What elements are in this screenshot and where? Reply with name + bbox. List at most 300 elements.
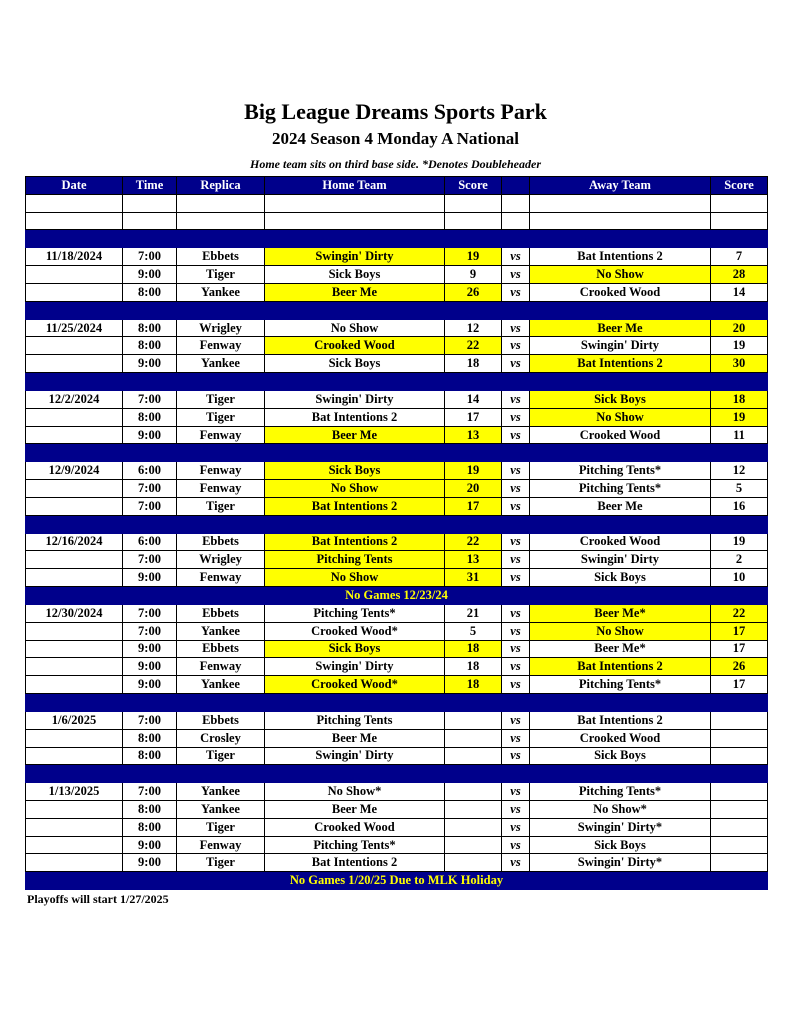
home-score-cell: 14 bbox=[445, 390, 502, 408]
home-team-cell: Swingin' Dirty bbox=[265, 747, 445, 765]
away-score-cell bbox=[711, 818, 768, 836]
away-team-cell: Beer Me bbox=[530, 497, 711, 515]
game-row bbox=[26, 729, 768, 747]
time-cell: 9:00 bbox=[123, 836, 177, 854]
home-team-cell: Pitching Tents bbox=[265, 711, 445, 729]
home-team-cell: No Show bbox=[265, 569, 445, 587]
away-team-cell: Bat Intentions 2 bbox=[530, 355, 711, 373]
away-score-cell: 10 bbox=[711, 569, 768, 587]
replica-cell: Crosley bbox=[177, 729, 265, 747]
week-separator-row bbox=[26, 515, 768, 533]
doubleheader-note: Home team sits on third base side. *Denotes Doubleheader bbox=[250, 157, 541, 171]
game-row bbox=[26, 604, 768, 622]
vs-cell: vs bbox=[502, 426, 530, 444]
replica-cell: Ebbets bbox=[177, 533, 265, 551]
away-score-cell: 16 bbox=[711, 497, 768, 515]
vs-cell: vs bbox=[502, 640, 530, 658]
away-score-cell: 17 bbox=[711, 676, 768, 694]
home-team-cell: Sick Boys bbox=[265, 266, 445, 284]
away-team-cell: Swingin' Dirty* bbox=[530, 818, 711, 836]
away-score-cell: 22 bbox=[711, 604, 768, 622]
home-team-cell: Swingin' Dirty bbox=[265, 248, 445, 266]
date-cell bbox=[26, 818, 123, 836]
away-team-cell: Bat Intentions 2 bbox=[530, 248, 711, 266]
date-cell bbox=[26, 854, 123, 872]
replica-cell: Fenway bbox=[177, 337, 265, 355]
date-cell bbox=[26, 569, 123, 587]
date-cell bbox=[26, 497, 123, 515]
empty-cell bbox=[123, 212, 177, 230]
home-team-cell: Sick Boys bbox=[265, 462, 445, 480]
empty-row bbox=[26, 194, 768, 212]
home-score-cell: 17 bbox=[445, 408, 502, 426]
home-score-cell: 22 bbox=[445, 533, 502, 551]
game-row bbox=[26, 248, 768, 266]
time-cell: 9:00 bbox=[123, 569, 177, 587]
home-score-cell bbox=[445, 729, 502, 747]
page-title: Big League Dreams Sports Park bbox=[244, 99, 547, 124]
away-team-cell: No Show* bbox=[530, 800, 711, 818]
away-team-cell: Pitching Tents* bbox=[530, 783, 711, 801]
time-cell: 6:00 bbox=[123, 462, 177, 480]
away-score-cell: 19 bbox=[711, 408, 768, 426]
away-team-cell: Beer Me* bbox=[530, 640, 711, 658]
time-cell: 9:00 bbox=[123, 640, 177, 658]
replica-cell: Wrigley bbox=[177, 319, 265, 337]
vs-cell: vs bbox=[502, 854, 530, 872]
game-row bbox=[26, 355, 768, 373]
time-cell: 7:00 bbox=[123, 390, 177, 408]
separator-cell bbox=[26, 765, 768, 783]
away-team-cell: Pitching Tents* bbox=[530, 480, 711, 498]
game-row bbox=[26, 854, 768, 872]
game-row bbox=[26, 283, 768, 301]
empty-cell bbox=[530, 212, 711, 230]
separator-cell bbox=[26, 230, 768, 248]
home-team-cell: Beer Me bbox=[265, 800, 445, 818]
date-cell bbox=[26, 729, 123, 747]
home-team-cell: No Show* bbox=[265, 783, 445, 801]
away-score-cell: 14 bbox=[711, 283, 768, 301]
vs-cell: vs bbox=[502, 319, 530, 337]
playoffs-note: Playoffs will start 1/27/2025 bbox=[27, 892, 169, 906]
away-score-cell: 18 bbox=[711, 390, 768, 408]
vs-cell: vs bbox=[502, 355, 530, 373]
date-cell bbox=[26, 551, 123, 569]
empty-cell bbox=[530, 194, 711, 212]
week-separator-row bbox=[26, 230, 768, 248]
vs-cell: vs bbox=[502, 676, 530, 694]
replica-cell: Ebbets bbox=[177, 640, 265, 658]
vs-cell: vs bbox=[502, 747, 530, 765]
home-score-cell bbox=[445, 854, 502, 872]
vs-cell: vs bbox=[502, 283, 530, 301]
home-team-cell: No Show bbox=[265, 480, 445, 498]
away-team-cell: Crooked Wood bbox=[530, 533, 711, 551]
empty-cell bbox=[26, 194, 123, 212]
col-away-score-header: Score bbox=[711, 177, 768, 195]
home-team-cell: Pitching Tents* bbox=[265, 836, 445, 854]
date-cell bbox=[26, 426, 123, 444]
game-row bbox=[26, 408, 768, 426]
empty-row bbox=[26, 212, 768, 230]
empty-cell bbox=[445, 212, 502, 230]
date-cell bbox=[26, 408, 123, 426]
empty-cell bbox=[123, 194, 177, 212]
empty-cell bbox=[177, 194, 265, 212]
empty-cell bbox=[711, 212, 768, 230]
replica-cell: Yankee bbox=[177, 283, 265, 301]
away-team-cell: Crooked Wood bbox=[530, 283, 711, 301]
time-cell: 7:00 bbox=[123, 622, 177, 640]
away-score-cell bbox=[711, 783, 768, 801]
week-separator-row bbox=[26, 444, 768, 462]
replica-cell: Fenway bbox=[177, 480, 265, 498]
home-team-cell: Swingin' Dirty bbox=[265, 390, 445, 408]
away-score-cell bbox=[711, 711, 768, 729]
replica-cell: Ebbets bbox=[177, 711, 265, 729]
replica-cell: Ebbets bbox=[177, 604, 265, 622]
game-row bbox=[26, 569, 768, 587]
date-cell: 11/18/2024 bbox=[26, 248, 123, 266]
game-row bbox=[26, 676, 768, 694]
replica-cell: Fenway bbox=[177, 426, 265, 444]
empty-cell bbox=[502, 212, 530, 230]
away-score-cell: 17 bbox=[711, 640, 768, 658]
vs-cell: vs bbox=[502, 729, 530, 747]
replica-cell: Yankee bbox=[177, 800, 265, 818]
game-row bbox=[26, 266, 768, 284]
date-cell: 12/16/2024 bbox=[26, 533, 123, 551]
home-score-cell bbox=[445, 818, 502, 836]
time-cell: 8:00 bbox=[123, 319, 177, 337]
date-cell bbox=[26, 658, 123, 676]
home-team-cell: No Show bbox=[265, 319, 445, 337]
vs-cell: vs bbox=[502, 408, 530, 426]
time-cell: 7:00 bbox=[123, 604, 177, 622]
replica-cell: Yankee bbox=[177, 355, 265, 373]
col-home-score-header: Score bbox=[445, 177, 502, 195]
game-row bbox=[26, 711, 768, 729]
away-score-cell bbox=[711, 800, 768, 818]
away-team-cell: Crooked Wood bbox=[530, 729, 711, 747]
away-team-cell: Pitching Tents* bbox=[530, 462, 711, 480]
date-cell bbox=[26, 800, 123, 818]
game-row bbox=[26, 640, 768, 658]
home-team-cell: Crooked Wood* bbox=[265, 622, 445, 640]
away-team-cell: No Show bbox=[530, 266, 711, 284]
col-replica-header: Replica bbox=[177, 177, 265, 195]
game-row bbox=[26, 818, 768, 836]
replica-cell: Tiger bbox=[177, 390, 265, 408]
separator-cell bbox=[26, 515, 768, 533]
home-team-cell: Crooked Wood* bbox=[265, 676, 445, 694]
away-team-cell: Sick Boys bbox=[530, 747, 711, 765]
game-row bbox=[26, 622, 768, 640]
game-row bbox=[26, 390, 768, 408]
time-cell: 6:00 bbox=[123, 533, 177, 551]
date-cell: 12/2/2024 bbox=[26, 390, 123, 408]
home-score-cell: 21 bbox=[445, 604, 502, 622]
home-team-cell: Pitching Tents* bbox=[265, 604, 445, 622]
away-score-cell: 30 bbox=[711, 355, 768, 373]
home-score-cell bbox=[445, 747, 502, 765]
home-score-cell bbox=[445, 783, 502, 801]
date-cell bbox=[26, 337, 123, 355]
game-row bbox=[26, 551, 768, 569]
replica-cell: Yankee bbox=[177, 783, 265, 801]
time-cell: 7:00 bbox=[123, 480, 177, 498]
vs-cell: vs bbox=[502, 569, 530, 587]
replica-cell: Tiger bbox=[177, 818, 265, 836]
game-row bbox=[26, 426, 768, 444]
replica-cell: Yankee bbox=[177, 676, 265, 694]
away-score-cell: 2 bbox=[711, 551, 768, 569]
time-cell: 7:00 bbox=[123, 711, 177, 729]
replica-cell: Wrigley bbox=[177, 551, 265, 569]
date-cell: 11/25/2024 bbox=[26, 319, 123, 337]
time-cell: 8:00 bbox=[123, 283, 177, 301]
no-games-banner: No Games 12/23/24 bbox=[26, 587, 768, 605]
vs-cell: vs bbox=[502, 248, 530, 266]
date-cell: 1/6/2025 bbox=[26, 711, 123, 729]
home-score-cell: 31 bbox=[445, 569, 502, 587]
time-cell: 8:00 bbox=[123, 747, 177, 765]
home-team-cell: Sick Boys bbox=[265, 355, 445, 373]
empty-cell bbox=[502, 194, 530, 212]
home-team-cell: Beer Me bbox=[265, 729, 445, 747]
date-cell bbox=[26, 622, 123, 640]
header-row bbox=[26, 177, 768, 195]
home-team-cell: Crooked Wood bbox=[265, 818, 445, 836]
replica-cell: Fenway bbox=[177, 658, 265, 676]
week-separator-row bbox=[26, 301, 768, 319]
away-score-cell: 12 bbox=[711, 462, 768, 480]
game-row bbox=[26, 658, 768, 676]
date-cell bbox=[26, 480, 123, 498]
time-cell: 7:00 bbox=[123, 248, 177, 266]
date-cell: 12/30/2024 bbox=[26, 604, 123, 622]
vs-cell: vs bbox=[502, 836, 530, 854]
away-score-cell: 19 bbox=[711, 533, 768, 551]
week-separator-row bbox=[26, 765, 768, 783]
away-team-cell: Sick Boys bbox=[530, 569, 711, 587]
away-team-cell: Swingin' Dirty* bbox=[530, 854, 711, 872]
game-row bbox=[26, 337, 768, 355]
replica-cell: Tiger bbox=[177, 854, 265, 872]
vs-cell: vs bbox=[502, 266, 530, 284]
away-score-cell: 26 bbox=[711, 658, 768, 676]
away-team-cell: Swingin' Dirty bbox=[530, 551, 711, 569]
home-team-cell: Sick Boys bbox=[265, 640, 445, 658]
time-cell: 7:00 bbox=[123, 497, 177, 515]
vs-cell: vs bbox=[502, 497, 530, 515]
vs-cell: vs bbox=[502, 533, 530, 551]
home-team-cell: Beer Me bbox=[265, 426, 445, 444]
game-row bbox=[26, 800, 768, 818]
time-cell: 9:00 bbox=[123, 658, 177, 676]
time-cell: 8:00 bbox=[123, 408, 177, 426]
date-cell bbox=[26, 747, 123, 765]
home-team-cell: Bat Intentions 2 bbox=[265, 497, 445, 515]
date-cell bbox=[26, 640, 123, 658]
replica-cell: Tiger bbox=[177, 747, 265, 765]
empty-cell bbox=[265, 212, 445, 230]
vs-cell: vs bbox=[502, 462, 530, 480]
date-cell bbox=[26, 266, 123, 284]
vs-cell: vs bbox=[502, 783, 530, 801]
home-score-cell: 26 bbox=[445, 283, 502, 301]
away-score-cell: 20 bbox=[711, 319, 768, 337]
home-score-cell: 22 bbox=[445, 337, 502, 355]
vs-cell: vs bbox=[502, 658, 530, 676]
home-score-cell: 12 bbox=[445, 319, 502, 337]
date-cell bbox=[26, 676, 123, 694]
week-separator-row bbox=[26, 373, 768, 391]
home-score-cell: 19 bbox=[445, 462, 502, 480]
time-cell: 7:00 bbox=[123, 783, 177, 801]
time-cell: 7:00 bbox=[123, 551, 177, 569]
home-team-cell: Bat Intentions 2 bbox=[265, 533, 445, 551]
replica-cell: Ebbets bbox=[177, 248, 265, 266]
away-score-cell: 11 bbox=[711, 426, 768, 444]
empty-cell bbox=[711, 194, 768, 212]
empty-cell bbox=[177, 212, 265, 230]
col-time-header: Time bbox=[123, 177, 177, 195]
date-cell bbox=[26, 283, 123, 301]
home-score-cell: 17 bbox=[445, 497, 502, 515]
vs-cell: vs bbox=[502, 800, 530, 818]
empty-cell bbox=[26, 212, 123, 230]
home-score-cell: 19 bbox=[445, 248, 502, 266]
away-score-cell bbox=[711, 729, 768, 747]
away-score-cell: 5 bbox=[711, 480, 768, 498]
separator-cell bbox=[26, 373, 768, 391]
page-subtitle: 2024 Season 4 Monday A National bbox=[271, 129, 519, 148]
away-score-cell bbox=[711, 836, 768, 854]
vs-cell: vs bbox=[502, 711, 530, 729]
empty-cell bbox=[265, 194, 445, 212]
home-score-cell: 13 bbox=[445, 426, 502, 444]
col-home-team-header: Home Team bbox=[265, 177, 445, 195]
home-score-cell: 5 bbox=[445, 622, 502, 640]
home-team-cell: Crooked Wood bbox=[265, 337, 445, 355]
away-team-cell: Bat Intentions 2 bbox=[530, 711, 711, 729]
home-score-cell: 20 bbox=[445, 480, 502, 498]
game-row bbox=[26, 319, 768, 337]
time-cell: 8:00 bbox=[123, 337, 177, 355]
game-row bbox=[26, 497, 768, 515]
game-row bbox=[26, 462, 768, 480]
home-score-cell: 9 bbox=[445, 266, 502, 284]
away-score-cell: 7 bbox=[711, 248, 768, 266]
away-team-cell: Crooked Wood bbox=[530, 426, 711, 444]
away-team-cell: Sick Boys bbox=[530, 390, 711, 408]
away-team-cell: Bat Intentions 2 bbox=[530, 658, 711, 676]
week-separator-row bbox=[26, 694, 768, 712]
vs-cell: vs bbox=[502, 818, 530, 836]
empty-cell bbox=[445, 194, 502, 212]
home-score-cell: 18 bbox=[445, 640, 502, 658]
replica-cell: Tiger bbox=[177, 266, 265, 284]
replica-cell: Yankee bbox=[177, 622, 265, 640]
no-games-banner-row bbox=[26, 587, 768, 605]
away-score-cell bbox=[711, 854, 768, 872]
vs-cell: vs bbox=[502, 337, 530, 355]
home-team-cell: Pitching Tents bbox=[265, 551, 445, 569]
date-cell bbox=[26, 355, 123, 373]
date-cell bbox=[26, 836, 123, 854]
home-team-cell: Swingin' Dirty bbox=[265, 658, 445, 676]
home-score-cell bbox=[445, 836, 502, 854]
home-score-cell: 18 bbox=[445, 676, 502, 694]
game-row bbox=[26, 783, 768, 801]
away-team-cell: Beer Me* bbox=[530, 604, 711, 622]
time-cell: 9:00 bbox=[123, 854, 177, 872]
time-cell: 9:00 bbox=[123, 266, 177, 284]
away-team-cell: Swingin' Dirty bbox=[530, 337, 711, 355]
home-score-cell bbox=[445, 800, 502, 818]
home-score-cell: 13 bbox=[445, 551, 502, 569]
time-cell: 9:00 bbox=[123, 676, 177, 694]
separator-cell bbox=[26, 301, 768, 319]
replica-cell: Tiger bbox=[177, 408, 265, 426]
game-row bbox=[26, 836, 768, 854]
home-score-cell: 18 bbox=[445, 658, 502, 676]
schedule-body bbox=[26, 194, 768, 889]
replica-cell: Tiger bbox=[177, 497, 265, 515]
separator-cell bbox=[26, 694, 768, 712]
home-team-cell: Bat Intentions 2 bbox=[265, 408, 445, 426]
col-vs-header bbox=[502, 177, 530, 195]
schedule-table bbox=[25, 176, 768, 890]
away-team-cell: No Show bbox=[530, 622, 711, 640]
away-team-cell: Beer Me bbox=[530, 319, 711, 337]
home-score-cell bbox=[445, 711, 502, 729]
replica-cell: Fenway bbox=[177, 569, 265, 587]
no-games-banner: No Games 1/20/25 Due to MLK Holiday bbox=[26, 872, 768, 890]
away-score-cell: 28 bbox=[711, 266, 768, 284]
col-date-header: Date bbox=[26, 177, 123, 195]
time-cell: 8:00 bbox=[123, 729, 177, 747]
home-team-cell: Bat Intentions 2 bbox=[265, 854, 445, 872]
away-team-cell: Sick Boys bbox=[530, 836, 711, 854]
game-row bbox=[26, 480, 768, 498]
col-away-team-header: Away Team bbox=[530, 177, 711, 195]
vs-cell: vs bbox=[502, 480, 530, 498]
vs-cell: vs bbox=[502, 390, 530, 408]
home-score-cell: 18 bbox=[445, 355, 502, 373]
time-cell: 8:00 bbox=[123, 818, 177, 836]
away-team-cell: Pitching Tents* bbox=[530, 676, 711, 694]
time-cell: 8:00 bbox=[123, 800, 177, 818]
game-row bbox=[26, 533, 768, 551]
away-score-cell: 17 bbox=[711, 622, 768, 640]
date-cell: 1/13/2025 bbox=[26, 783, 123, 801]
game-row bbox=[26, 747, 768, 765]
no-games-banner-row bbox=[26, 872, 768, 890]
date-cell: 12/9/2024 bbox=[26, 462, 123, 480]
time-cell: 9:00 bbox=[123, 426, 177, 444]
away-score-cell: 19 bbox=[711, 337, 768, 355]
vs-cell: vs bbox=[502, 551, 530, 569]
replica-cell: Fenway bbox=[177, 462, 265, 480]
separator-cell bbox=[26, 444, 768, 462]
replica-cell: Fenway bbox=[177, 836, 265, 854]
home-team-cell: Beer Me bbox=[265, 283, 445, 301]
away-score-cell bbox=[711, 747, 768, 765]
vs-cell: vs bbox=[502, 604, 530, 622]
